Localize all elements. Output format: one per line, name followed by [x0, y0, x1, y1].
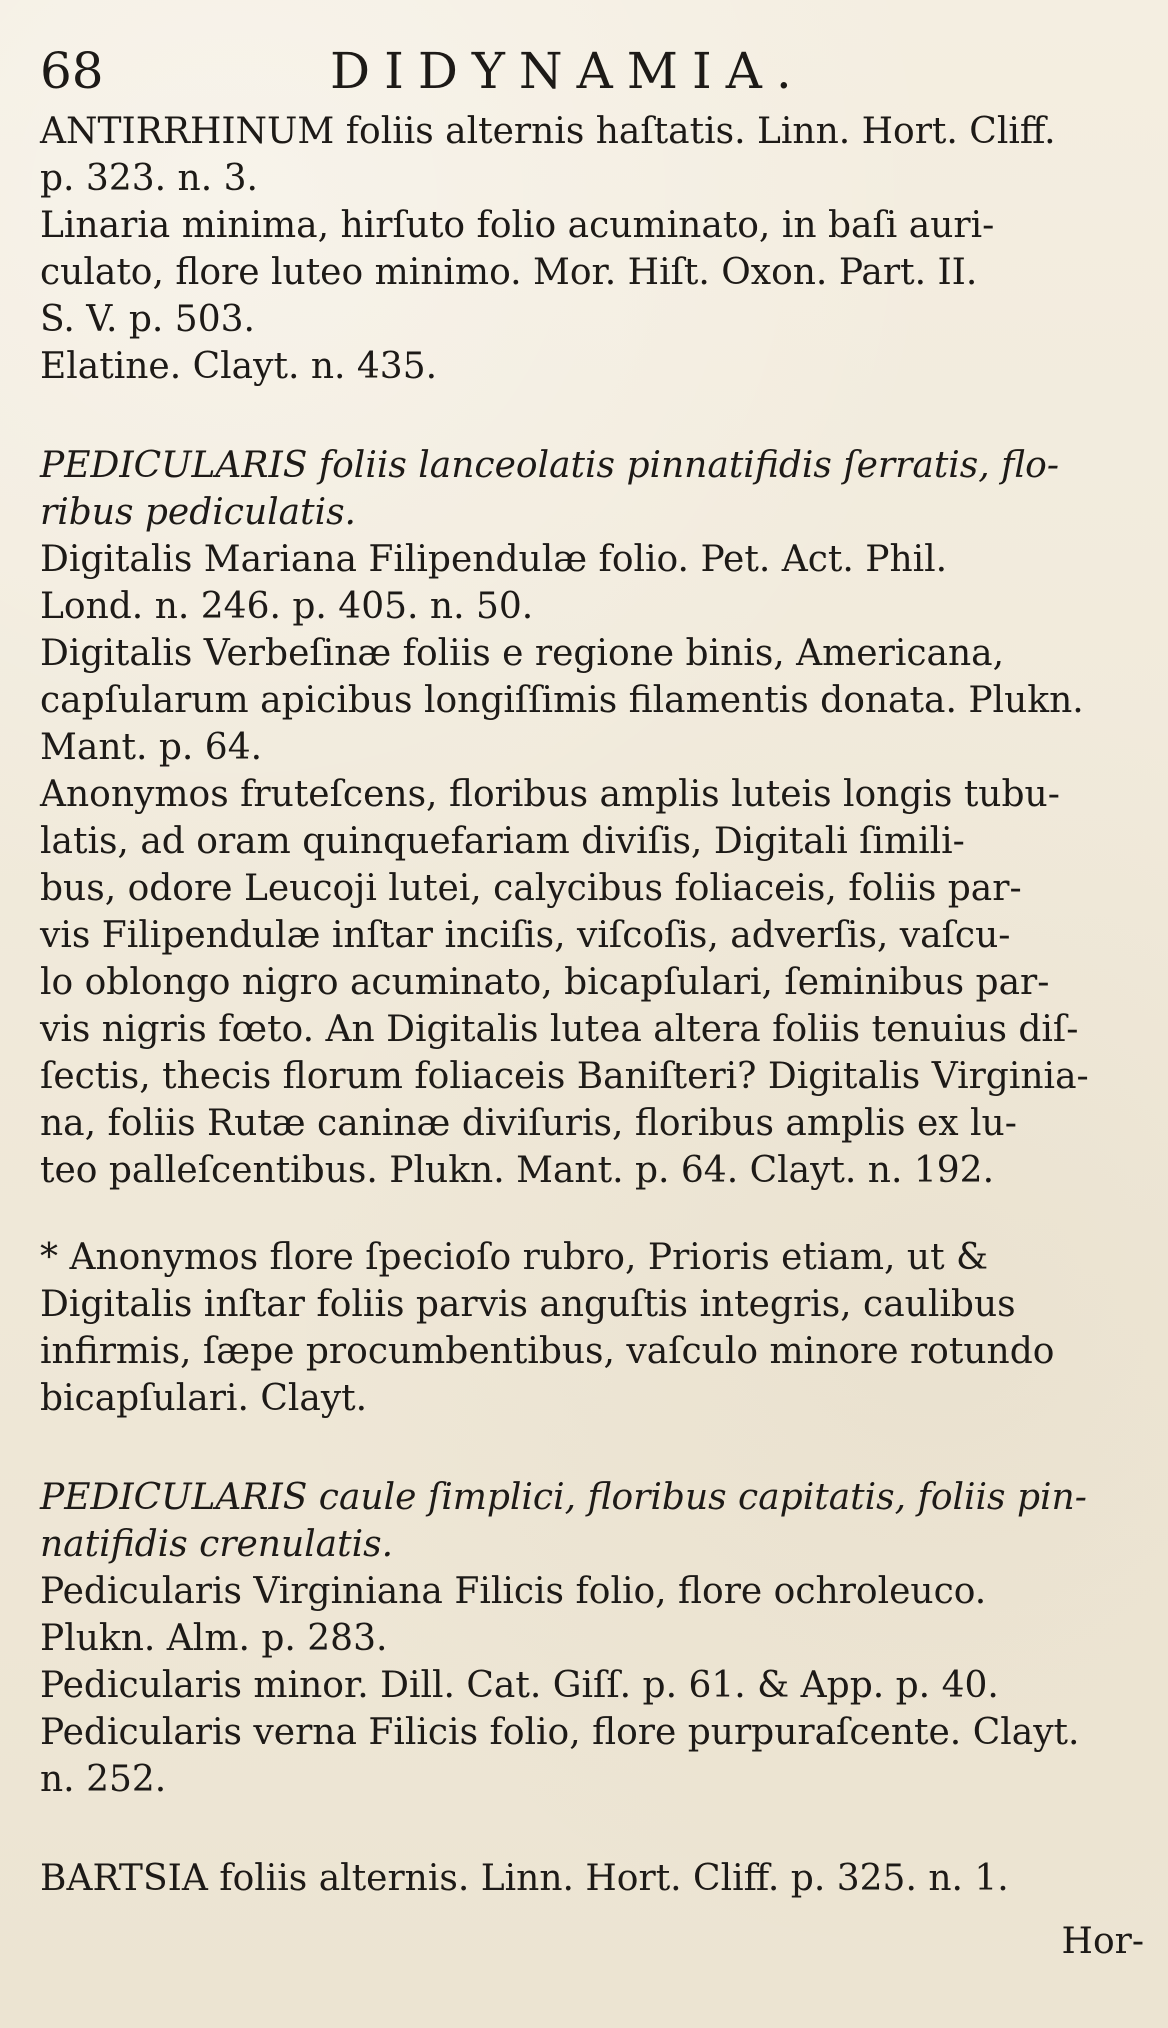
text-line: PEDICULARIS caule ſimplici, floribus capitatis, foliis pin- [40, 1477, 1087, 1518]
text-line: lo oblongo nigro acuminato, bicapſulari, ſeminibus par- [40, 962, 1050, 1003]
text-line: ribus pediculatis. [40, 492, 357, 533]
catchword: Hor- [1061, 1921, 1144, 1962]
text-line: Mant. p. 64. [40, 727, 263, 768]
text-line: ſectis, thecis florum foliaceis Baniſteri? Digitalis Virginia- [40, 1056, 1089, 1097]
text-line: bus, odore Leucoji lutei, calycibus foliaceis, foliis par- [40, 868, 1022, 909]
text-line: S. V. p. 503. [40, 299, 255, 340]
spacer [40, 1803, 1150, 1855]
entry-pedicularis-lanceolatis [40, 442, 1150, 1194]
text-line: n. 252. [40, 1759, 167, 1800]
text-line: Linaria minima, hirſuto folio acuminato, in baſi auri- [40, 205, 995, 246]
text-line: natifidis crenulatis. [40, 1524, 394, 1565]
entry-bartsia [40, 1855, 1150, 1902]
text-line: Lond. n. 246. p. 405. n. 50. [40, 586, 534, 627]
text-line: BARTSIA foliis alternis. Linn. Hort. Cliff. p. 325. n. 1. [40, 1858, 1009, 1899]
entry-pedicularis-caule [40, 1474, 1150, 1803]
spacer [40, 1422, 1150, 1474]
text-line: vis Filipendulæ inſtar inciſis, viſcoſis, adverſis, vaſcu- [40, 915, 1011, 956]
text-line: Anonymos fruteſcens, floribus amplis luteis longis tubu- [40, 774, 1060, 815]
text-line: Digitalis inſtar foliis parvis anguſtis integris, caulibus [40, 1284, 1016, 1325]
text-line: culato, flore luteo minimo. Mor. Hiſt. Oxon. Part. II. [40, 252, 978, 293]
text-line: na, foliis Rutæ caninæ diviſuris, floribus amplis ex lu- [40, 1103, 1017, 1144]
text-line: infirmis, ſæpe procumbentibus, vaſculo minore rotundo [40, 1331, 1055, 1372]
spacer [40, 390, 1150, 442]
text-line: Pedicularis minor. Dill. Cat. Giſſ. p. 61. & App. p. 40. [40, 1665, 999, 1706]
text-line: Digitalis Mariana Filipendulæ folio. Pet. Act. Phil. [40, 539, 948, 580]
text-line: PEDICULARIS foliis lanceolatis pinnatifidis ſerratis, flo- [40, 445, 1060, 486]
text-line: teo palleſcentibus. Plukn. Mant. p. 64. Clayt. n. 192. [40, 1150, 995, 1191]
spacer [40, 1194, 1150, 1234]
text-line: ANTIRRHINUM foliis alternis haſtatis. Linn. Hort. Cliff. [40, 111, 1056, 152]
entry-anonymos-rubro [40, 1234, 1150, 1422]
page-header [40, 28, 1150, 100]
page-number: 68 [40, 42, 104, 100]
text-line: p. 323. n. 3. [40, 158, 258, 199]
text-line: Elatine. Clayt. n. 435. [40, 346, 438, 387]
text-line: * Anonymos flore ſpecioſo rubro, Prioris etiam, ut & [40, 1237, 989, 1278]
text-line: Plukn. Alm. p. 283. [40, 1618, 388, 1659]
text-line: Pedicularis verna Filicis folio, flore purpuraſcente. Clayt. [40, 1712, 1080, 1753]
text-line: latis, ad oram quinquefariam diviſis, Digitali ſimili- [40, 821, 965, 862]
text-line: Digitalis Verbeſinæ foliis e regione binis, Americana, [40, 633, 1005, 674]
text-line: vis nigris fœto. An Digitalis lutea altera foliis tenuius diſ- [40, 1009, 1079, 1050]
entry-antirrhinum [40, 108, 1150, 390]
text-line: Pedicularis Virginiana Filicis folio, flore ochroleuco. [40, 1571, 987, 1612]
text-line: capſularum apicibus longiſſimis filamentis donata. Plukn. [40, 680, 1084, 721]
running-head: DIDYNAMIA. [330, 42, 806, 100]
text-line: bicapſulari. Clayt. [40, 1378, 368, 1419]
